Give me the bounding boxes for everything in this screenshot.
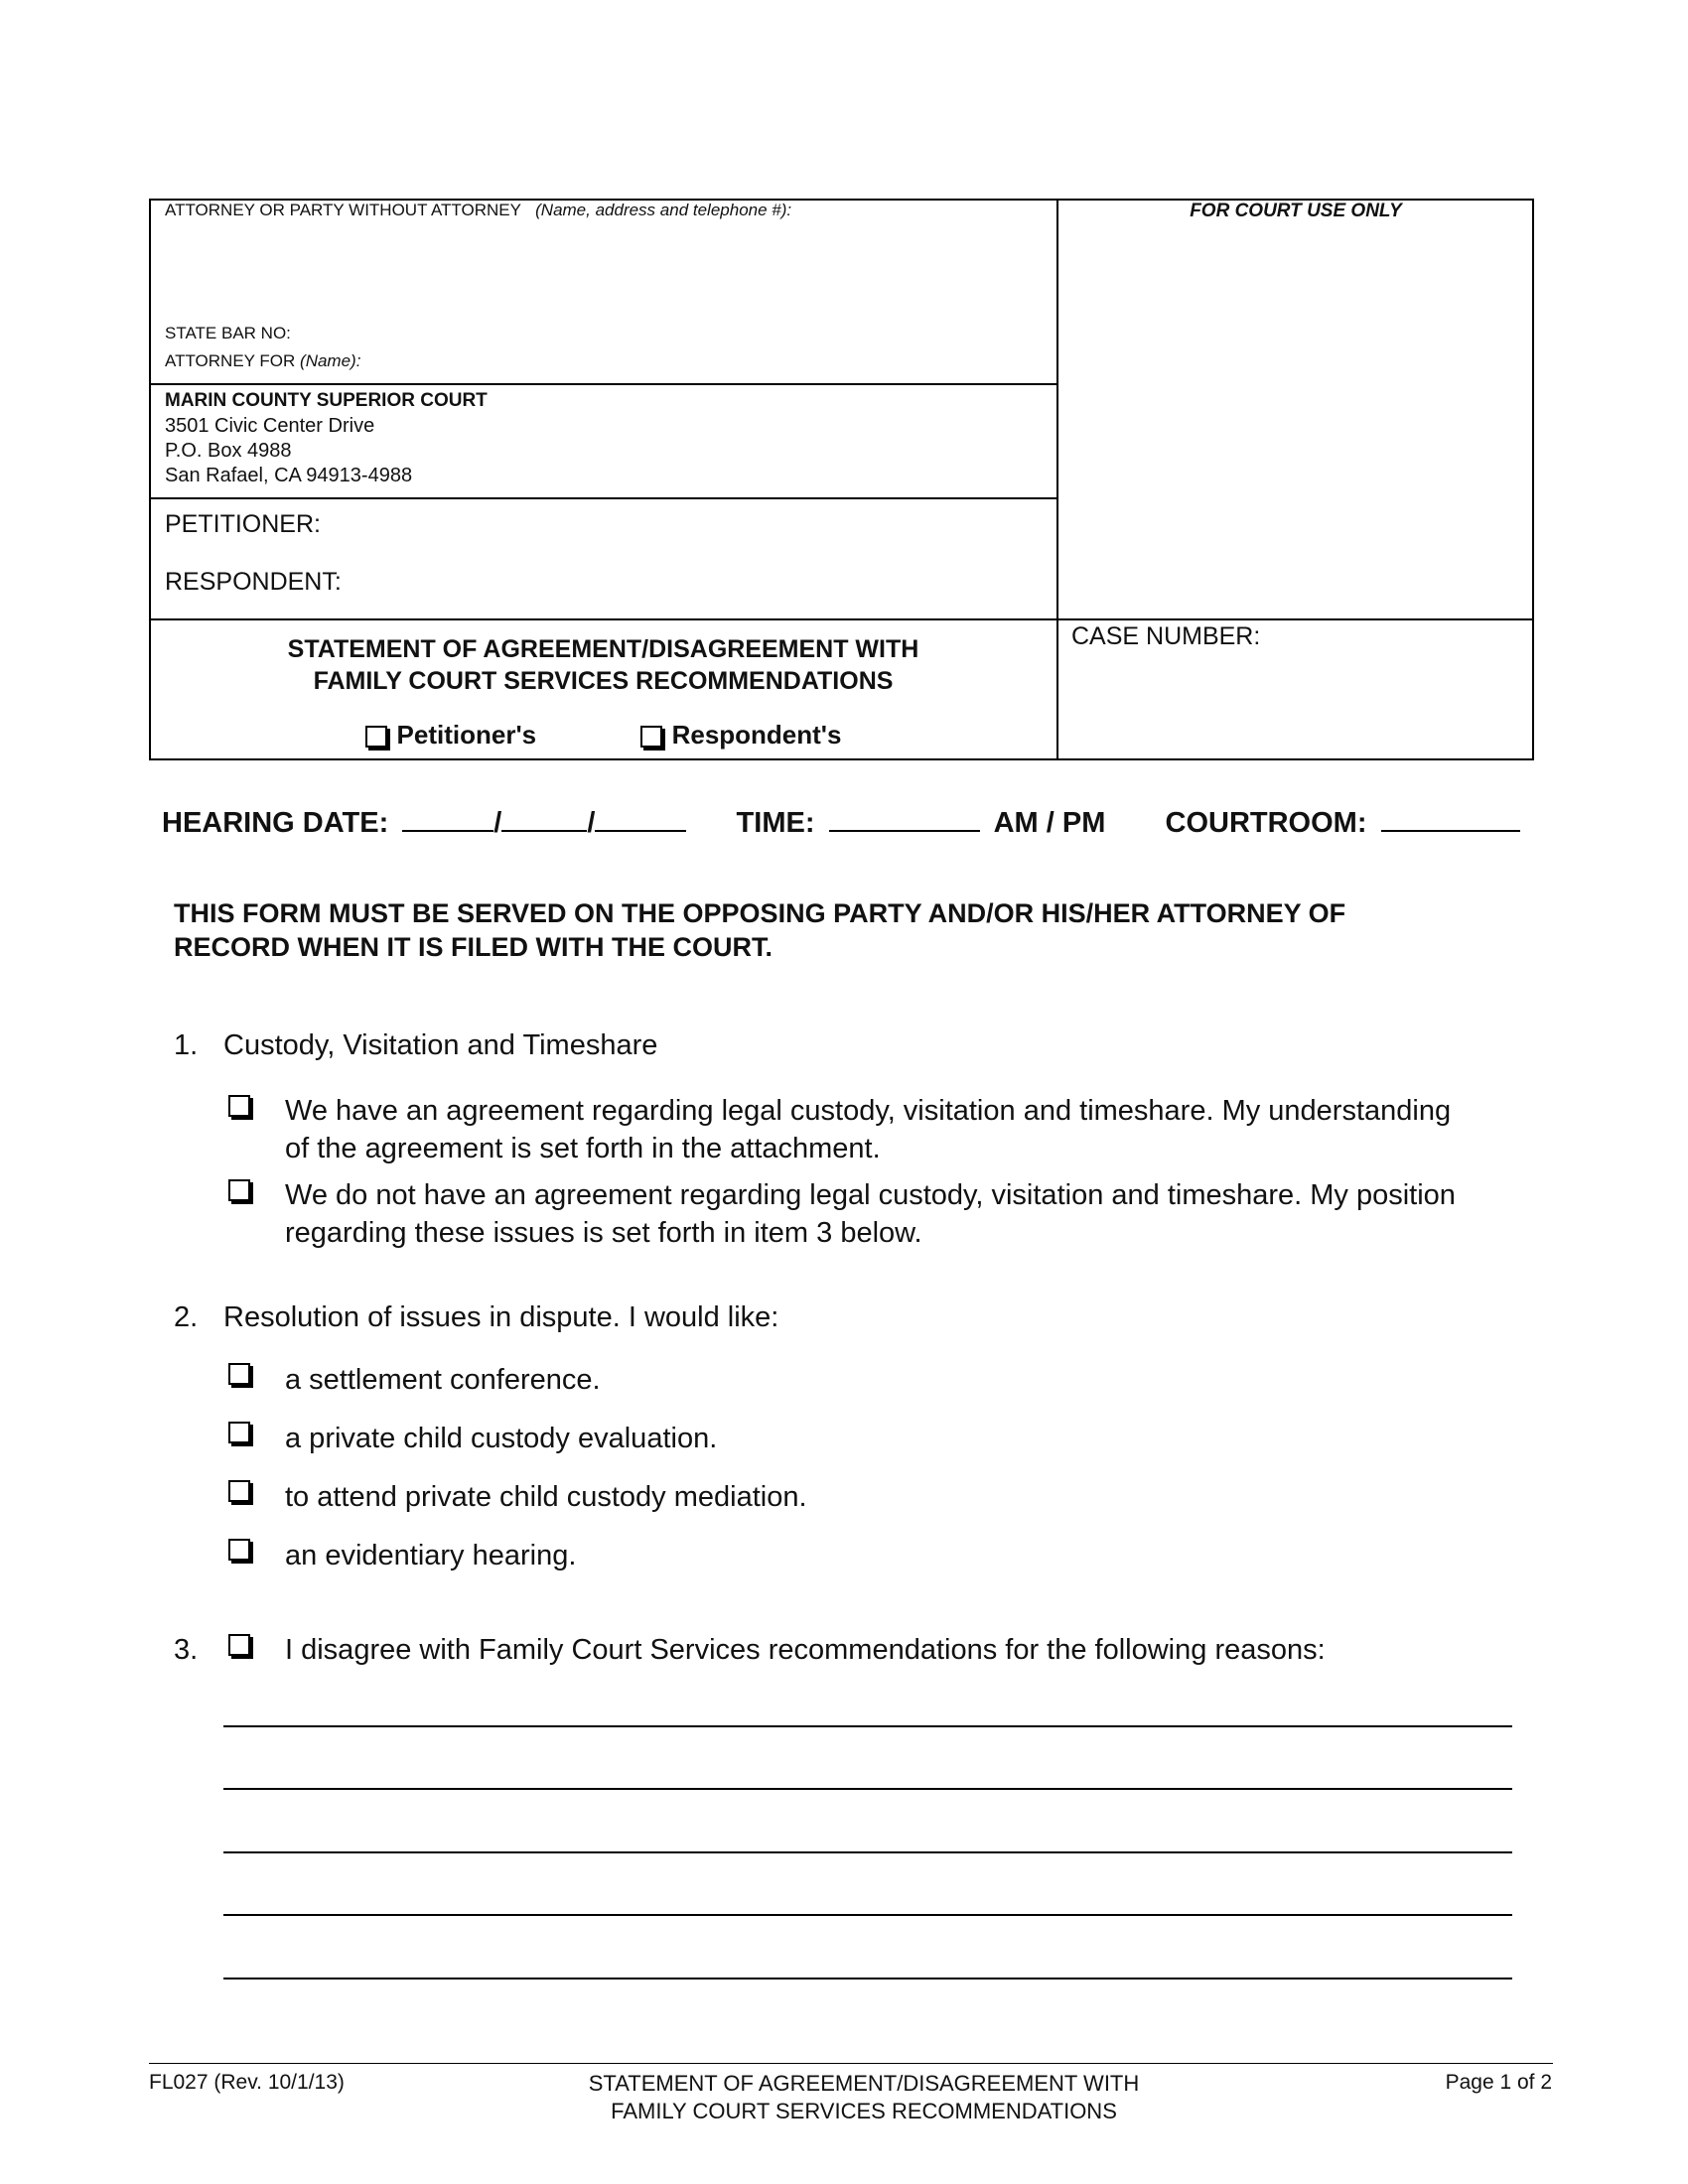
- date-separator: /: [587, 807, 596, 839]
- reason-line-4[interactable]: [223, 1914, 1512, 1916]
- item-3-number: 3.: [174, 1634, 199, 1666]
- disagree-checkbox[interactable]: [228, 1634, 250, 1656]
- petitioner-label: PETITIONER:: [165, 510, 321, 538]
- caption-divider-attorney: [149, 383, 1057, 385]
- case-number-field[interactable]: [1071, 657, 1518, 747]
- reason-line-3[interactable]: [223, 1851, 1512, 1853]
- caption-divider-vertical: [1056, 199, 1058, 760]
- hearing-date-label: HEARING DATE:: [162, 807, 389, 839]
- court-address-line-2: P.O. Box 4988: [165, 440, 292, 462]
- custody-mediation-label: to attend private child custody mediation.: [285, 1481, 807, 1513]
- form-title-line-2: FAMILY COURT SERVICES RECOMMENDATIONS: [313, 667, 894, 695]
- case-number-label: CASE NUMBER:: [1071, 622, 1261, 650]
- item-1-agreement-checkbox[interactable]: [228, 1095, 250, 1117]
- respondent-field[interactable]: [328, 564, 1043, 600]
- item-2-number: 2.: [174, 1301, 199, 1333]
- hearing-time-field[interactable]: [829, 802, 980, 832]
- item-1-no-agreement-line-2: regarding these issues is set forth in item 3 below.: [285, 1217, 922, 1249]
- footer-page-number: Page 1 of 2: [1445, 2071, 1552, 2094]
- state-bar-label: STATE BAR NO:: [165, 324, 291, 342]
- party-options: [151, 720, 1055, 751]
- item-1-agreement-line-1: We have an agreement regarding legal custody, visitation and timeshare. My understanding: [285, 1095, 1452, 1127]
- caption-divider-court: [149, 497, 1057, 499]
- form-title-line-1: STATEMENT OF AGREEMENT/DISAGREEMENT WITH: [287, 635, 919, 663]
- settlement-conference-checkbox[interactable]: [228, 1363, 250, 1385]
- caption-divider-title: [149, 618, 1534, 620]
- court-use-label: FOR COURT USE ONLY: [1190, 201, 1402, 221]
- courtroom-label: COURTROOM:: [1165, 807, 1367, 839]
- disagree-text: I disagree with Family Court Services recommendations for the following reasons:: [285, 1634, 1326, 1666]
- footer-rule: [149, 2063, 1553, 2064]
- item-1-no-agreement-line-1: We do not have an agreement regarding legal custody, visitation and timeshare. My position: [285, 1179, 1456, 1211]
- petitioner-checkbox[interactable]: [365, 726, 387, 748]
- reason-line-1[interactable]: [223, 1725, 1512, 1727]
- attorney-hint: (Name, address and telephone #):: [535, 201, 792, 219]
- item-1-no-agreement-checkbox[interactable]: [228, 1179, 250, 1201]
- custody-evaluation-checkbox[interactable]: [228, 1422, 250, 1443]
- hearing-day-field[interactable]: [501, 802, 587, 832]
- item-1-number: 1.: [174, 1029, 199, 1061]
- petitioner-option-label: Petitioner's: [396, 720, 537, 750]
- evidentiary-hearing-checkbox[interactable]: [228, 1539, 250, 1561]
- footer-form-id: FL027 (Rev. 10/1/13): [149, 2071, 345, 2094]
- court-name: MARIN COUNTY SUPERIOR COURT: [165, 390, 488, 411]
- hearing-month-field[interactable]: [402, 802, 493, 832]
- respondent-label: RESPONDENT:: [165, 568, 342, 596]
- item-2-heading: Resolution of issues in dispute. I would like:: [223, 1301, 779, 1333]
- custody-evaluation-label: a private child custody evaluation.: [285, 1423, 718, 1454]
- attorney-for-hint: (Name):: [300, 351, 361, 370]
- petitioner-field[interactable]: [308, 506, 1043, 542]
- am-pm-label: AM / PM: [993, 807, 1106, 839]
- respondent-checkbox[interactable]: [640, 726, 662, 748]
- date-separator: /: [493, 807, 502, 839]
- service-notice-line-1: THIS FORM MUST BE SERVED ON THE OPPOSING PARTY AND/OR HIS/HER ATTORNEY OF: [174, 898, 1346, 928]
- hearing-row: [162, 802, 1520, 840]
- attorney-for-row: [165, 351, 360, 371]
- service-notice-line-2: RECORD WHEN IT IS FILED WITH THE COURT.: [174, 932, 773, 962]
- reason-line-5[interactable]: [223, 1978, 1512, 1979]
- hearing-time-label: TIME:: [736, 807, 815, 839]
- item-1-heading: Custody, Visitation and Timeshare: [223, 1029, 658, 1061]
- footer-title-line-2: FAMILY COURT SERVICES RECOMMENDATIONS: [611, 2099, 1117, 2123]
- item-1-agreement-line-2: of the agreement is set forth in the attachment.: [285, 1133, 881, 1164]
- footer-title-line-1: STATEMENT OF AGREEMENT/DISAGREEMENT WITH: [588, 2071, 1140, 2096]
- attorney-for-label: ATTORNEY FOR: [165, 351, 296, 370]
- attorney-label: ATTORNEY OR PARTY WITHOUT ATTORNEY: [165, 201, 521, 219]
- evidentiary-hearing-label: an evidentiary hearing.: [285, 1540, 577, 1571]
- courtroom-field[interactable]: [1381, 802, 1520, 832]
- attorney-label-row: [165, 201, 791, 220]
- custody-mediation-checkbox[interactable]: [228, 1480, 250, 1502]
- reason-line-2[interactable]: [223, 1788, 1512, 1790]
- court-address-line-3: San Rafael, CA 94913-4988: [165, 465, 413, 486]
- settlement-conference-label: a settlement conference.: [285, 1364, 601, 1396]
- respondent-option-label: Respondent's: [671, 720, 842, 750]
- court-address-line-1: 3501 Civic Center Drive: [165, 415, 375, 437]
- hearing-year-field[interactable]: [595, 802, 686, 832]
- attorney-input-area[interactable]: [165, 228, 1039, 324]
